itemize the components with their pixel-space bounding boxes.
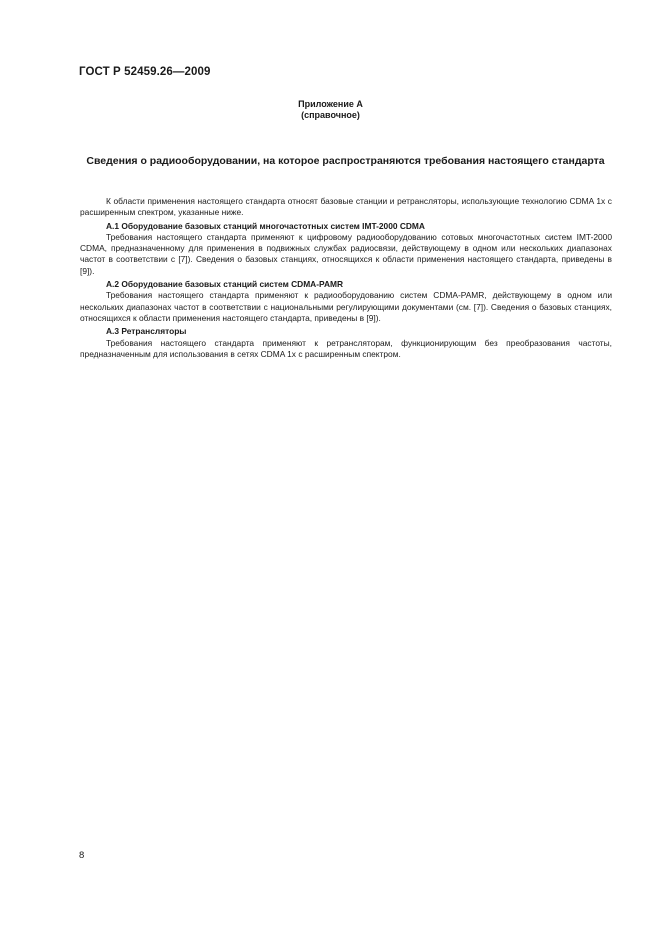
annex-label-block <box>0 99 661 121</box>
section-text-a3: Требования настоящего стандарта применяют к ретрансляторам, функционирующим без преобразования частоты, предназначенным для использования в сетях CDMA 1x с расширенным спектром. <box>80 337 612 359</box>
page-number: 8 <box>79 850 85 861</box>
annex-label: Приложение А <box>298 99 363 109</box>
section-heading-a2: А.2 Оборудование базовых станций систем CDMA-PAMR <box>106 279 344 290</box>
document-header-id: ГОСТ Р 52459.26—2009 <box>79 66 211 78</box>
intro-paragraph: К области применения настоящего стандарта относят базовые станции и ретрансляторы, использующие технологию CDMA 1x с расширенным спектром, указанные ниже. <box>80 196 612 218</box>
section-heading-a1: А.1 Оборудование базовых станций многочастотных систем IMT-2000 CDMA <box>106 220 425 231</box>
annex-title: Сведения о радиооборудовании, на которое распространяются требования настоящего стандарта <box>86 155 605 167</box>
document-body <box>80 196 612 360</box>
section-text-a1: Требования настоящего стандарта применяют к цифровому радиооборудованию сотовых многочастотных систем IMT-2000 CDMA, предназначенному для применения в подвижных службах радиосвязи, действующему в одном или нескольких диапазонах частот в соответствии с [7]). Сведения о базовых станциях, относящихся к области применения настоящего стандарта, приведены в [9]). <box>80 231 612 276</box>
section-heading-a3: А.3 Ретрансляторы <box>106 326 187 337</box>
section-text-a2: Требования настоящего стандарта применяют к радиооборудованию систем CDMA-PAMR, действующему в одном или нескольких диапазонах частот в соответствии с национальными регулирующими документами (см. [7]). Сведения о базовых станциях, относящихся к области применения настоящего стандарта, приведены в [9]). <box>80 290 612 323</box>
annex-type: (справочное) <box>301 110 360 120</box>
